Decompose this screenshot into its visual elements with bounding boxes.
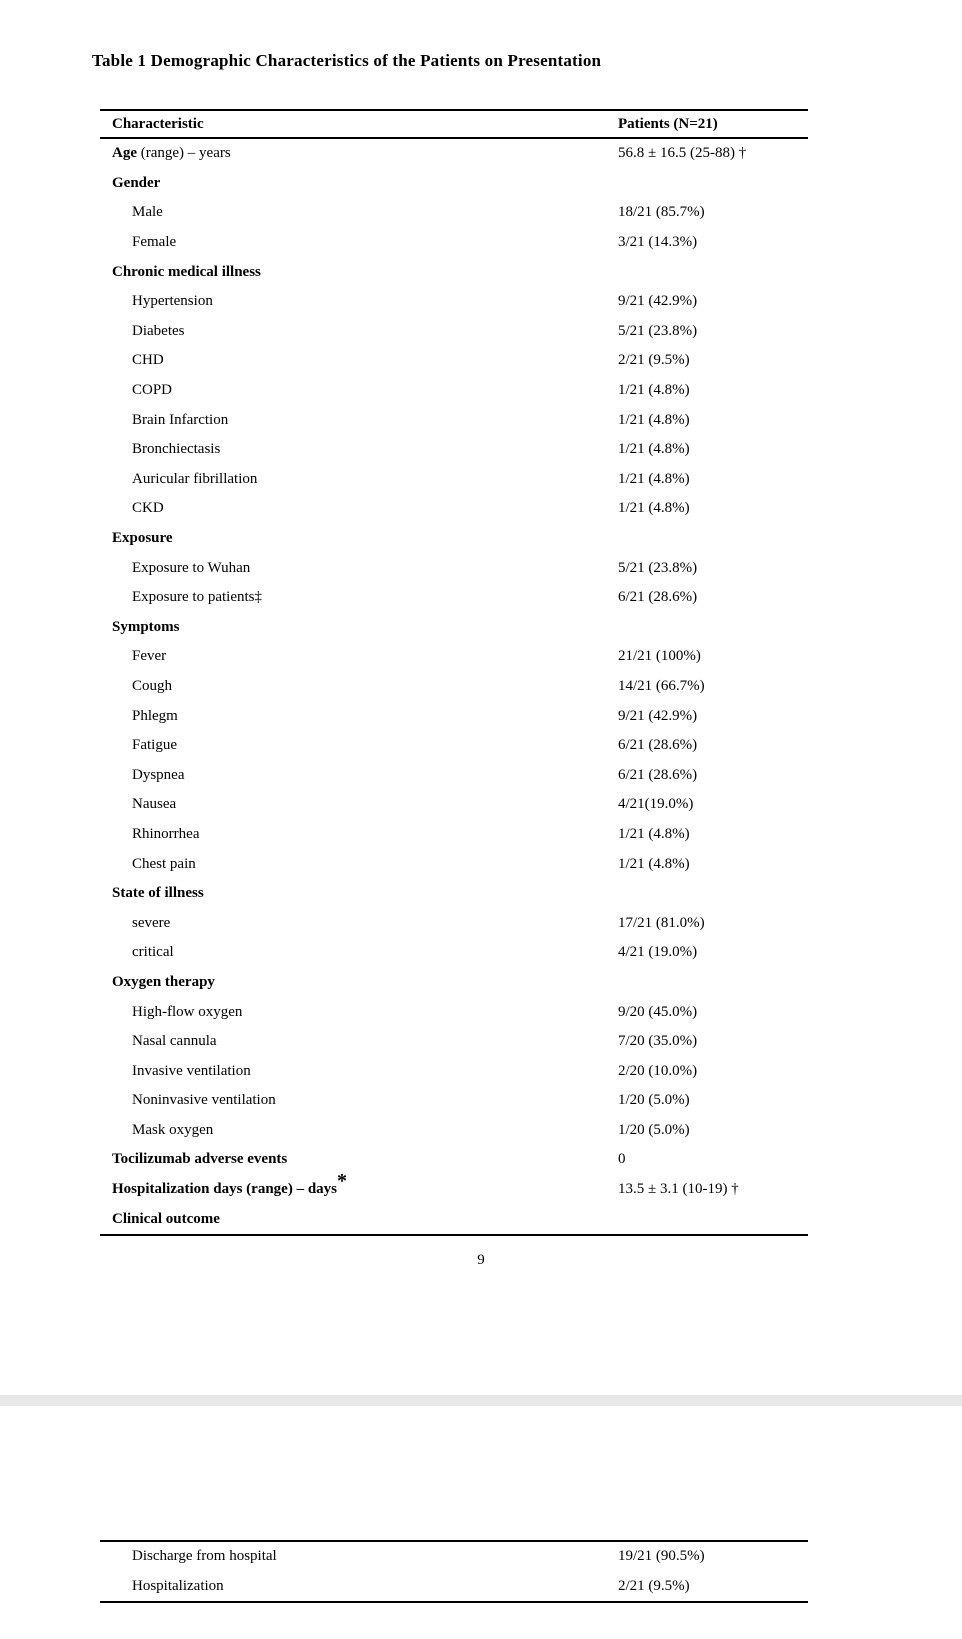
- table-row: [100, 198, 808, 228]
- row-label: Rhinorrhea: [132, 825, 200, 842]
- row-value: 1/20 (5.0%): [618, 1092, 690, 1109]
- row-label: Invasive ventilation: [132, 1062, 251, 1079]
- row-value: 56.8 ± 16.5 (25-88) †: [618, 145, 747, 162]
- row-value: 2/21 (9.5%): [618, 352, 690, 369]
- row-value: 4/21 (19.0%): [618, 944, 698, 961]
- table-row: [100, 139, 808, 169]
- row-value: 6/21 (28.6%): [618, 766, 698, 783]
- row-value: 21/21 (100%): [618, 648, 701, 665]
- table-row: [100, 968, 808, 998]
- row-label: Female: [132, 234, 177, 251]
- table-body: [100, 139, 808, 1234]
- row-value: 2/20 (10.0%): [618, 1062, 698, 1079]
- table-row: [100, 849, 808, 879]
- row-label: Diabetes: [132, 322, 185, 339]
- row-value: 2/21 (9.5%): [618, 1577, 690, 1594]
- row-value: 1/21 (4.8%): [618, 470, 690, 487]
- row-value: 13.5 ± 3.1 (10-19) †: [618, 1181, 739, 1198]
- row-value: 9/20 (45.0%): [618, 1003, 698, 1020]
- row-label: Fatigue: [132, 737, 177, 754]
- table-row: [100, 287, 808, 317]
- row-label: Age (range) – years: [112, 145, 231, 162]
- row-value: 4/21(19.0%): [618, 796, 694, 813]
- table-row: [100, 169, 808, 199]
- table-row: [100, 1056, 808, 1086]
- row-label: Dyspnea: [132, 766, 185, 783]
- table-row: [100, 583, 808, 613]
- row-value: 9/21 (42.9%): [618, 707, 698, 724]
- row-label: Exposure: [112, 530, 173, 547]
- table2-body: [100, 1542, 808, 1601]
- table-row: [100, 1542, 808, 1572]
- table-row: [100, 820, 808, 850]
- row-label: Tocilizumab adverse events: [112, 1151, 288, 1168]
- table-row: [100, 760, 808, 790]
- row-label: Cough: [132, 677, 173, 694]
- demographics-table-continued: [100, 1540, 808, 1603]
- row-value: 7/20 (35.0%): [618, 1033, 698, 1050]
- table-row: [100, 1572, 808, 1602]
- row-label: Exposure to patients‡: [132, 589, 262, 606]
- row-label: Auricular fibrillation: [132, 470, 258, 487]
- table-row: [100, 1086, 808, 1116]
- table-row: [100, 879, 808, 909]
- row-label: Brain Infarction: [132, 411, 229, 428]
- row-value: 6/21 (28.6%): [618, 737, 698, 754]
- row-value: 5/21 (23.8%): [618, 322, 698, 339]
- row-value: 1/21 (4.8%): [618, 382, 690, 399]
- row-label: Hospitalization: [132, 1577, 224, 1594]
- table-row: [100, 672, 808, 702]
- row-value: 1/21 (4.8%): [618, 441, 690, 458]
- demographics-table: [100, 109, 808, 1236]
- table-row: [100, 908, 808, 938]
- table-row: [100, 405, 808, 435]
- row-label: Discharge from hospital: [132, 1548, 277, 1565]
- row-label: critical: [132, 944, 174, 961]
- table-row: [100, 642, 808, 672]
- page-number: 9: [477, 1252, 485, 1268]
- row-value: 6/21 (28.6%): [618, 589, 698, 606]
- table-row: [100, 1027, 808, 1057]
- row-label: Nasal cannula: [132, 1033, 217, 1050]
- row-label: Hypertension: [132, 293, 213, 310]
- row-value: 0: [618, 1151, 626, 1168]
- row-value: 3/21 (14.3%): [618, 234, 698, 251]
- table-row: [100, 376, 808, 406]
- table-row: [100, 1170, 808, 1205]
- row-label: Symptoms: [112, 618, 180, 635]
- table-row: [100, 524, 808, 554]
- row-label: Exposure to Wuhan: [132, 559, 251, 576]
- table-row: [100, 1204, 808, 1234]
- row-label: Mask oxygen: [132, 1121, 214, 1138]
- row-label: Chest pain: [132, 855, 196, 872]
- table-row: [100, 613, 808, 643]
- row-label: High-flow oxygen: [132, 1003, 243, 1020]
- table-row: [100, 701, 808, 731]
- row-label: Noninvasive ventilation: [132, 1092, 276, 1109]
- row-value: 1/21 (4.8%): [618, 411, 690, 428]
- row-label: Phlegm: [132, 707, 178, 724]
- row-value: 14/21 (66.7%): [618, 677, 705, 694]
- table-row: [100, 938, 808, 968]
- row-label: Gender: [112, 174, 161, 191]
- table-row: [100, 346, 808, 376]
- table-row: [100, 553, 808, 583]
- row-label: CKD: [132, 500, 164, 517]
- row-value: 9/21 (42.9%): [618, 293, 698, 310]
- row-label: CHD: [132, 352, 164, 369]
- table-row: [100, 257, 808, 287]
- table-row: [100, 1145, 808, 1175]
- table-row: [100, 731, 808, 761]
- table-row: [100, 997, 808, 1027]
- table-row: [100, 494, 808, 524]
- table-header-row: [100, 111, 808, 139]
- row-value: 1/20 (5.0%): [618, 1121, 690, 1138]
- row-label: severe: [132, 914, 171, 931]
- row-value: 5/21 (23.8%): [618, 559, 698, 576]
- row-label: COPD: [132, 382, 173, 399]
- row-label-bold: Age: [112, 145, 137, 162]
- row-value: 1/21 (4.8%): [618, 855, 690, 872]
- table-row: [100, 465, 808, 495]
- table-row: [100, 317, 808, 347]
- row-label: Clinical outcome: [112, 1210, 220, 1227]
- row-label: Hospitalization days (range) – days*: [112, 1170, 348, 1198]
- row-label: Nausea: [132, 796, 177, 813]
- table-title: Table 1 Demographic Characteristics of the Patients on Presentation: [92, 51, 602, 70]
- table-row: [100, 228, 808, 258]
- column-header-patients: Patients (N=21): [618, 115, 718, 132]
- row-label: Chronic medical illness: [112, 263, 261, 280]
- table-row: [100, 435, 808, 465]
- row-value: 1/21 (4.8%): [618, 500, 690, 517]
- column-header-characteristic: Characteristic: [112, 115, 204, 132]
- page-break-divider: [0, 1395, 962, 1406]
- row-label: Male: [132, 204, 163, 221]
- table-row: [100, 790, 808, 820]
- row-value: 19/21 (90.5%): [618, 1548, 705, 1565]
- row-label: State of illness: [112, 885, 204, 902]
- row-label: Bronchiectasis: [132, 441, 221, 458]
- row-value: 18/21 (85.7%): [618, 204, 705, 221]
- table-row: [100, 1116, 808, 1146]
- row-value: 17/21 (81.0%): [618, 914, 705, 931]
- row-label: Fever: [132, 648, 167, 665]
- row-label: Oxygen therapy: [112, 973, 215, 990]
- row-value: 1/21 (4.8%): [618, 825, 690, 842]
